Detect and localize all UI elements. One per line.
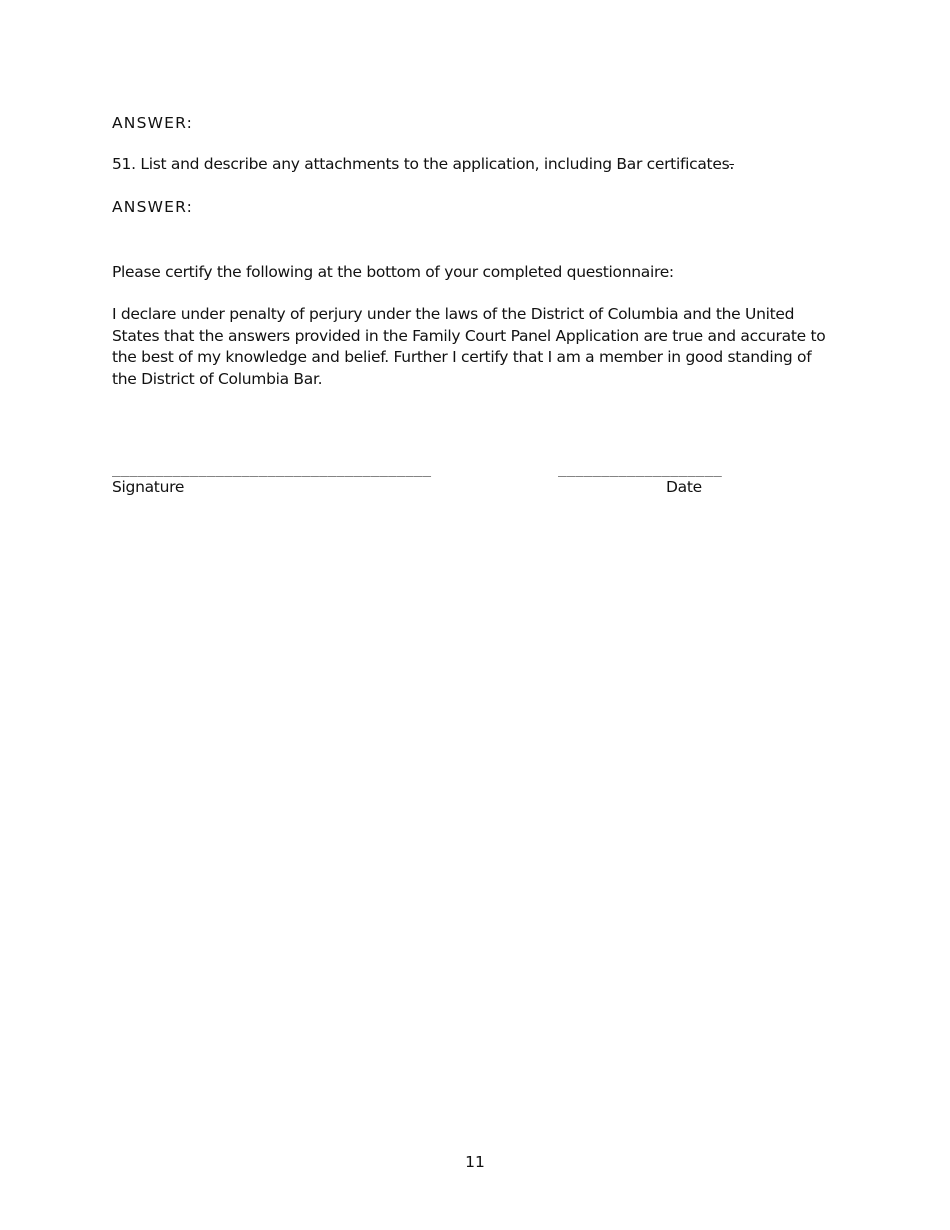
date-label: Date xyxy=(666,478,702,496)
certify-instruction: Please certify the following at the bottom of your completed questionnaire: xyxy=(112,263,674,281)
signature-rule: _____________________________________ xyxy=(112,461,432,477)
answer-label: ANSWER: xyxy=(112,198,194,216)
question-51 xyxy=(112,154,734,175)
question-51-text: 51. List and describe any attachments to the application, including Bar certificates xyxy=(112,155,730,173)
question-51-trailing-mark: . xyxy=(729,155,734,173)
page-number: 11 xyxy=(465,1153,485,1171)
declaration-line: the best of my knowledge and belief. Further I certify that I am a member in good standing of xyxy=(112,348,812,366)
date-rule: ___________________ xyxy=(558,461,722,477)
signature-label: Signature xyxy=(112,478,185,496)
answer-label: ANSWER: xyxy=(112,114,194,132)
declaration-line: I declare under penalty of perjury under the laws of the District of Columbia and the United xyxy=(112,305,795,323)
declaration-line: States that the answers provided in the Family Court Panel Application are true and accurate to xyxy=(112,326,826,345)
declaration-paragraph xyxy=(112,304,832,390)
declaration-line: the District of Columbia Bar. xyxy=(112,369,323,388)
